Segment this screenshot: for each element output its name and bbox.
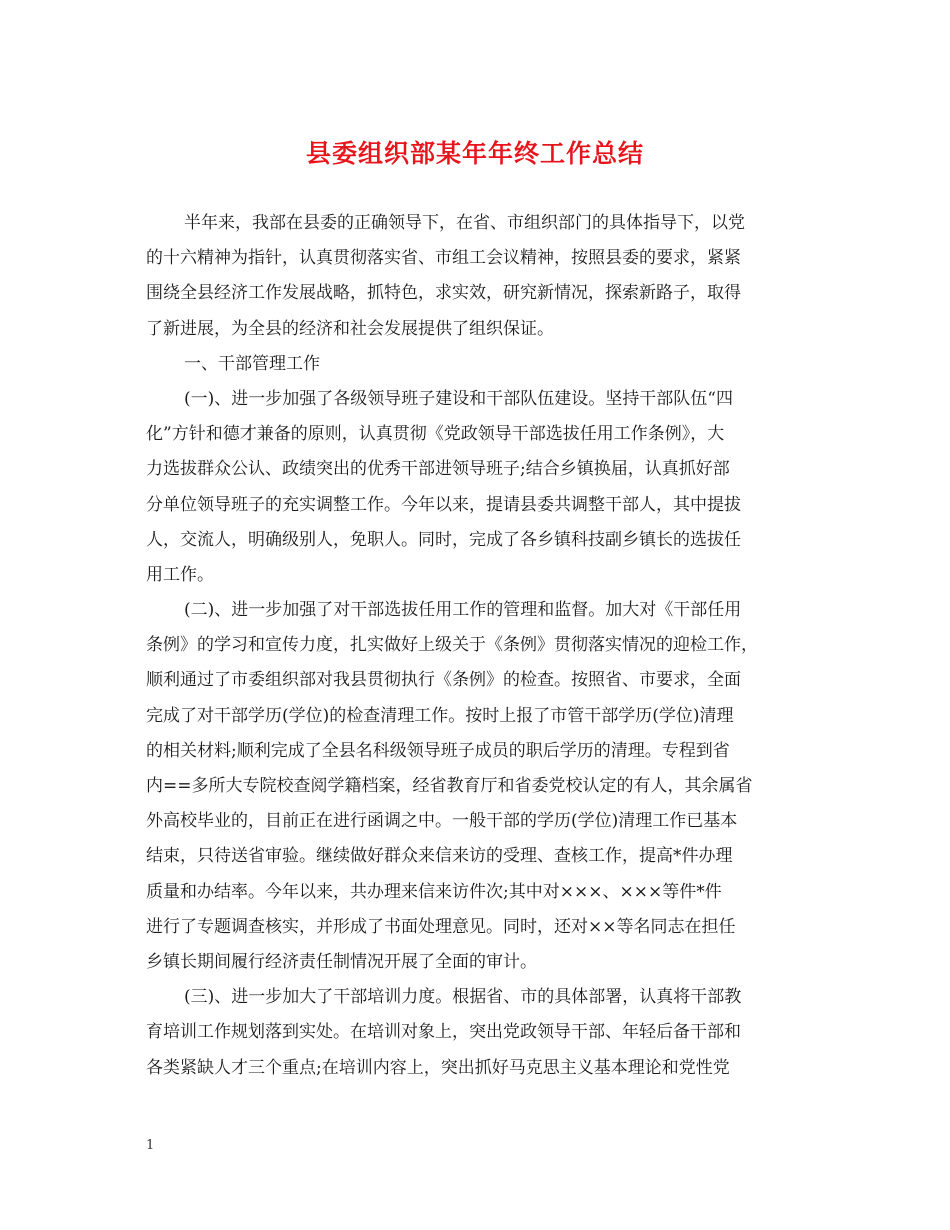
- text-line: 顺利通过了市委组织部对我县贯彻执行《条例》的检查。按照省、市要求，全面: [146, 670, 741, 691]
- text-line: 进行了专题调查核实，并形成了书面处理意见。同时，还对××等名同志在担任: [146, 916, 736, 937]
- text-line: (三)、进一步加大了干部培训力度。根据省、市的具体部署，认真将干部教: [184, 987, 742, 1008]
- text-line: 了新进展，为全县的经济和社会发展提供了组织保证。: [146, 318, 554, 339]
- text-line: 条例》的学习和宣传力度，扎实做好上级关于《条例》贯彻落实情况的迎检工作，: [146, 635, 758, 656]
- text-line: 的相关材料;顺利完成了全县名科级领导班子成员的职后学历的清理。专程到省: [146, 740, 730, 761]
- document-title: 县委组织部某年年终工作总结: [305, 139, 644, 168]
- text-line: 乡镇长期间履行经济责任制情况开展了全面的审计。: [146, 951, 537, 972]
- text-line: 内==多所大专院校查阅学籍档案，经省教育厅和省委党校认定的有人，其余属省: [146, 776, 753, 796]
- text-line: (二)、进一步加强了对干部选拔任用工作的管理和监督。加大对《干部任用: [184, 600, 742, 621]
- text-line: 化”方针和德才兼备的原则，认真贯彻《党政领导干部选拔任用工作条例》，大: [146, 424, 725, 445]
- text-line: 一、干部管理工作: [184, 353, 320, 374]
- text-line: 围绕全县经济工作发展战略，抓特色，求实效，研究新情况，探索新路子，取得: [146, 283, 741, 304]
- document-body: [146, 206, 806, 1086]
- text-line: 完成了对干部学历(学位)的检查清理工作。按时上报了市管干部学历(学位)清理: [146, 705, 734, 726]
- text-line: 分单位领导班子的充实调整工作。今年以来，提请县委共调整干部人，其中提拔: [146, 494, 741, 515]
- text-line: 各类紧缺人才三个重点;在培训内容上，突出抓好马克思主义基本理论和党性党: [146, 1057, 730, 1078]
- text-line: 力选拔群众公认、政绩突出的优秀干部进领导班子;结合乡镇换届，认真抓好部: [146, 459, 730, 480]
- text-line: 育培训工作规划落到实处。在培训对象上，突出党政领导干部、年轻后备干部和: [146, 1022, 741, 1043]
- text-line: 质量和办结率。今年以来，共办理来信来访件次;其中对×××、×××等件*件: [146, 881, 722, 902]
- text-line: 的十六精神为指针，认真贯彻落实省、市组工会议精神，按照县委的要求，紧紧: [146, 248, 741, 269]
- text-line: 用工作。: [146, 564, 214, 585]
- page-number: 1: [146, 1138, 155, 1153]
- text-line: 外高校毕业的，目前正在进行函调之中。一般干部的学历(学位)清理工作已基本: [146, 811, 738, 832]
- text-line: 结束，只待送省审验。继续做好群众来信来访的受理、查核工作，提高*件办理: [146, 846, 733, 867]
- text-line: 半年来，我部在县委的正确领导下，在省、市组织部门的具体指导下，以党: [184, 213, 745, 233]
- text-line: (一)、进一步加强了各级领导班子建设和干部队伍建设。坚持干部队伍“四: [184, 388, 733, 409]
- text-line: 人，交流人，明确级别人，免职人。同时，完成了各乡镇科技副乡镇长的选拔任: [146, 529, 741, 550]
